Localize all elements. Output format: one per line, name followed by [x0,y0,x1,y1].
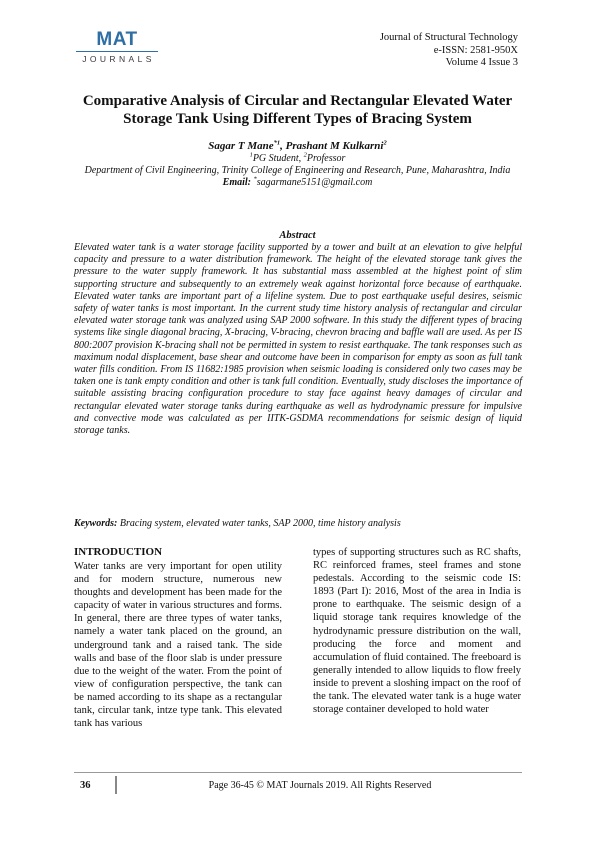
journal-logo [72,30,162,64]
journal-issn: e-ISSN: 2581-950X [433,44,518,56]
department: Department of Civil Engineering, Trinity College of Engineering and Research, Pune, Maharashtra, India [84,165,511,176]
abstract-text: Elevated water tank is a water storage facility supported by a tower and built at an elevation to give helpful capacity and pressure to a water distribution framework. The height of the elevated storage tank gives the pressure to the water supply framework. It has substantial mass assembled at the highest point of slim supporting structure and subsequently to an extremely weak against horizontal force because of earthquake. Elevated water tanks are important part of a lifeline system. Due to post earthquake useful desires, seismic safety of water tanks is most important. In the current study time history analysis of rectangular and circular elevated water storage tank was analyzed using SAP 2000 software. In this study the different types of bracing systems like single diagonal bracing, X-bracing, V-bracing, chevron bracing and baffle wall are used. As per IS 800:2007 provision K-bracing shall not be permitted in system to resist earthquake. The tank responses such as maximum nodal displacement, base shear and outcome have been in comparison for empty as soon as full tank water fills condition. From IS 11682:1985 provision when seismic loading is considered only two cases may be taken one is tank empty condition and other is tank full condition. Eventually, study discloses the importance of suitable assisting bracing configuration procedure to stay face against heavy damages of circular and rectangular elevated water storage tanks during earthquake as well as hydrodynamic pressure for impulsive and convective mode was calculated as per IITK-GSDMA recommendations for seismic design of liquid storage tanks. [74,242,522,437]
footer-copyright: Page 36-45 © MAT Journals 2019. All Rights Reserved [208,780,432,791]
author-roles [70,153,525,165]
footer-separator [115,776,117,794]
logo-subtitle: JOURNALS [82,54,155,64]
author-1-marker: *1 [273,139,281,147]
keywords [74,518,522,529]
keywords-text: Bracing system, elevated water tanks, SAP 2000, time history analysis [119,518,401,529]
email-marker: * [253,175,257,183]
role-1-marker: 1 [249,151,253,159]
page-number: 36 [80,780,91,791]
logo-wordmark: MAT [96,29,138,50]
left-column [74,546,282,730]
affiliation-block [70,153,525,189]
author-2-marker: 2 [383,139,387,147]
journal-name: Journal of Structural Technology [379,32,518,43]
section-heading-introduction: INTRODUCTION [74,546,163,558]
introduction-text-left: Water tanks are very important for open utility and for modern structure, numerous new thoughts and development has been made for the capacity of water in various structures and forms. In general, there are three types of water tanks, namely a water tank placed on the ground, an underground tank and a raised tank. The side walls and base of the floor slab is under pressure due to the weight of the water. From the point of view of configuration perspective, the tank can be named according to its shape as a rectangular tank, circular tank, intze type tank. This elevated tank has various [74,561,282,730]
paper-title: Comparative Analysis of Circular and Rectangular Elevated Water Storage Tank Using Different Types of Bracing System [82,93,513,127]
email-address[interactable]: sagarmane5151@gmail.com [256,177,373,188]
keywords-label: Keywords: [74,518,118,529]
footer-divider [74,772,522,773]
abstract-heading: Abstract [279,230,316,241]
introduction-text-right: types of supporting structures such as RC shafts, RC reinforced frames, steel frames and stone pedestals. According to the seismic code IS: 1893 (Part I): 2016, Most of the area in India is prone to earthquake. The seismic design of a liquid storage tank requires knowledge of the hydrodynamic pressure distribution on the wall, producing the force and moment and accumulation of fluid contained. The freeboard is generally intended to allow liquids to flow freely inside to prevent a sloshing impact on the roof of the tank. The elevated water tank is a huge water storage container developed to hold water [313,547,521,716]
author-2: Prashant M Kulkarni [285,140,384,152]
journal-volume: Volume 4 Issue 3 [445,57,518,68]
logo-divider [76,51,158,52]
author-separator: , [280,140,286,152]
role-1: PG Student, [252,153,304,164]
journal-info [380,32,518,70]
author-line [70,140,525,152]
role-2: Professor [306,153,346,164]
role-2-marker: 2 [303,151,307,159]
email-line [70,177,525,189]
right-column [313,546,521,716]
author-1: Sagar T Mane [208,140,274,152]
email-label: Email: [222,177,251,188]
